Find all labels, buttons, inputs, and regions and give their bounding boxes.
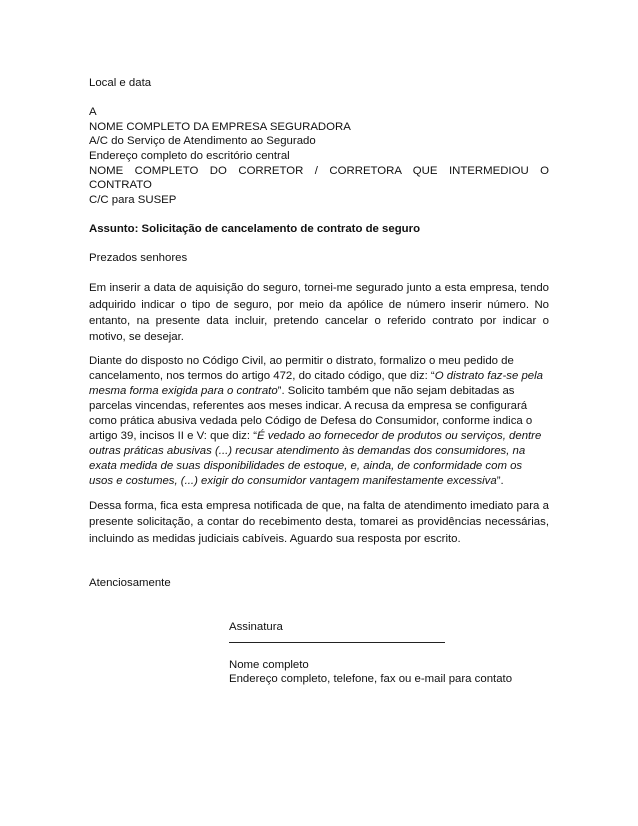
signature-block xyxy=(229,620,549,687)
recipient-prefix: A xyxy=(89,106,97,119)
greeting: Prezados senhores xyxy=(89,252,188,265)
recipient-block xyxy=(89,105,549,207)
recipient-broker-line1: NOME COMPLETO DO CORRETOR / CORRETORA QUE INTERMEDIOU O xyxy=(89,164,549,177)
recipient-company: NOME COMPLETO DA EMPRESA SEGURADORA xyxy=(89,120,351,133)
paragraph-legal-basis: Diante do disposto no Código Civil, ao permitir o distrato, formalizo o meu pedido de cancelamento, nos termos do artigo 472, do citado código, que diz: “O distrato faz-se pela mesma forma exigida para o contrato”. Solicito também que não sejam debitadas as parcelas vincendas, referentes aos meses indicar. A recusa da empresa se configurará como prática abusiva vedada pelo Código de Defesa do Consumidor, conforme indica o artigo 39, incisos II e V: que diz: “É vedado ao fornecedor de produtos ou serviços, dentre outras práticas abusivas (...) recusar atendimento às demandas dos consumidores, na exata medida de suas disponibilidades de estoque, e, ainda, de conformidade com os usos e costumes, (...) exigir do consumidor vantagem manifestamente excessiva”. xyxy=(89,355,543,488)
paragraph-acquisition: Em inserir a data de aquisição do seguro, tornei-me segurado junto a esta empresa, tendo adquirido indicar o tipo de seguro, por meio da apólice de número inserir número. No entanto, na presente data incluir, pretendo cancelar o referido contrato por indicar o motivo, se desejar. xyxy=(89,282,549,343)
closing-salutation: Atenciosamente xyxy=(89,576,171,589)
sender-name: Nome completo xyxy=(229,658,309,671)
recipient-attention: A/C do Serviço de Atendimento ao Segurado xyxy=(89,135,316,148)
recipient-address: Endereço completo do escritório central xyxy=(89,149,290,162)
recipient-cc: C/C para SUSEP xyxy=(89,193,177,206)
paragraph-notification: Dessa forma, fica esta empresa notificada de que, na falta de atendimento imediato para a presente solicitação, a contar do recebimento desta, tomarei as providências necessárias, incluindo as medidas judiciais cabíveis. Aguardo sua resposta por escrito. xyxy=(89,500,549,545)
local-data: Local e data xyxy=(89,77,152,89)
letter-body xyxy=(89,76,549,687)
recipient-broker-line2: CONTRATO xyxy=(89,179,152,192)
sender-contact: Endereço completo, telefone, fax ou e-mail para contato xyxy=(229,673,513,686)
signature-line xyxy=(229,636,445,643)
signature-label: Assinatura xyxy=(229,620,283,633)
subject-line: Assunto: Solicitação de cancelamento de contrato de seguro xyxy=(89,222,421,235)
